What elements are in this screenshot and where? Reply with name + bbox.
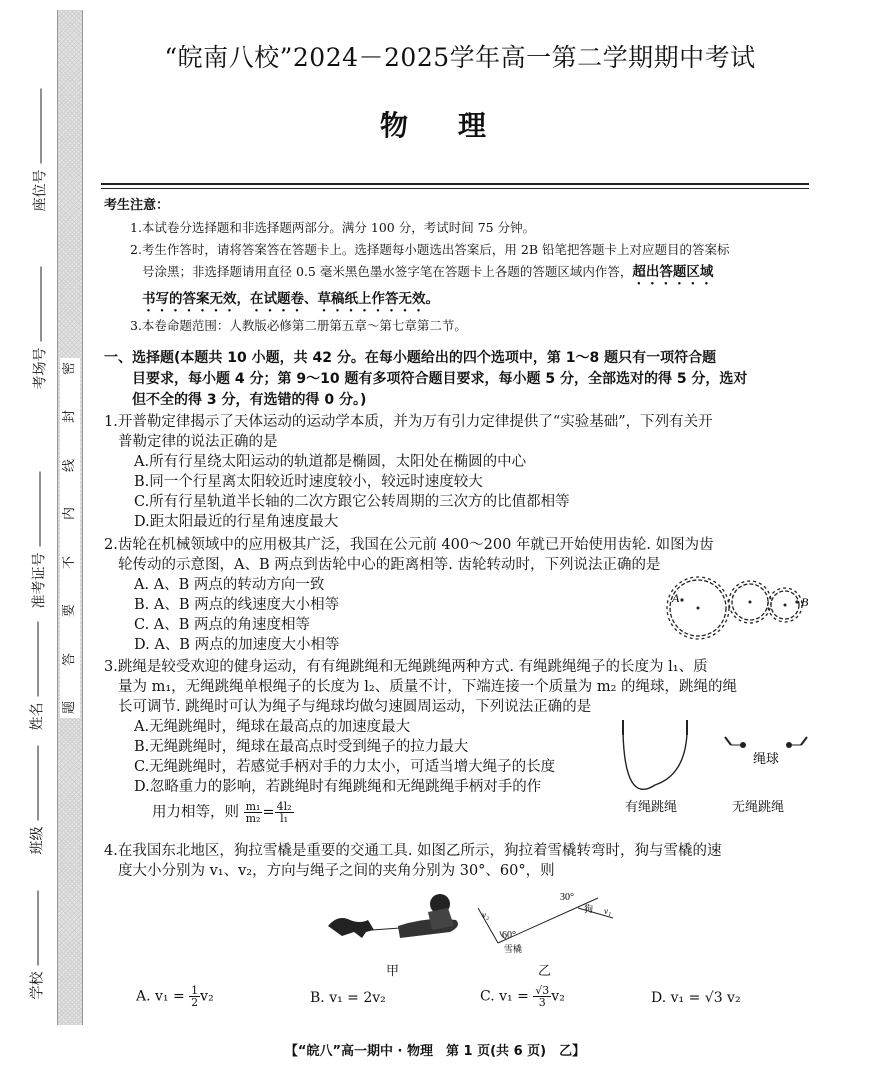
q4-option-b: B. v₁ = 2v₂ bbox=[310, 990, 386, 1006]
q4-option-a: A. v₁ = $\frac{1}{2}$ v₂ bbox=[136, 984, 214, 1009]
exam-room-field[interactable]: 考场号 bbox=[30, 267, 50, 390]
seal-char: 不 bbox=[62, 555, 78, 569]
notice-item: 号涂黑；非选择题请用直径 0.5 毫米黑色墨水签字笔在答题卡上各题的答题区域内作答， bbox=[142, 264, 633, 279]
seat-number-field[interactable]: 座位号 bbox=[30, 89, 50, 212]
admission-ticket-field[interactable]: 准考证号 bbox=[29, 472, 49, 609]
option-a: A.所有行星绕太阳运动的轨道都是椭圆，太阳处在椭圆的中心 bbox=[134, 454, 527, 470]
option-b: B.无绳跳绳时，绳球在最高点时受到绳子的拉力最大 bbox=[134, 739, 469, 755]
exam-title: “皖南八校”2024－2025学年高一第二学期期中考试 bbox=[164, 43, 756, 72]
option-c: C.所有行星轨道半长轴的二次方跟它公转周期的三次方的比值都相等 bbox=[134, 494, 570, 510]
seal-char: 要 bbox=[62, 604, 78, 618]
figure-yi-caption: 乙 bbox=[538, 964, 552, 979]
dog-label: 狗 bbox=[584, 905, 594, 915]
question-3: 3.跳绳是较受欢迎的健身运动，有有绳跳绳和无绳跳绳两种方式. 有绳跳绳绳子的长度为 l₁、质 量为 m₁，无绳跳绳单根绳子的长度为 l₂、质量不计，下端连接一个质量为 m₂ 的绳球，跳绳的绳 长可调节. 跳绳时可认为绳子与绳球均做匀速圆周运动，下列说法正确的是 A.无绳跳绳时，绳球在最高点的加速度最大 B.无绳跳绳时，绳球在最高点时受到绳子的拉力最大 C.无绳跳绳时，若感觉手柄对手的力太小，可适当增大绳子的长度 D.忽略重力的影响，若跳绳时有绳跳绳和无绳跳绳手柄对手的作 用力相等，则 $\frac{\text{m₁}}{\text{m₂}}$ = $\frac{\text{4l₂}}{\text{l₁}}$ bbox=[104, 657, 814, 824]
option-d: D.距太阳最近的行星角速度最大 bbox=[134, 514, 339, 530]
question-2: 2.齿轮在机械领域中的应用极其广泛，我国在公元前 400～200 年就已开始使用齿轮. 如图为齿 轮传动的示意图，A、B 两点到齿轮中心的距离相等. 齿轮转动时，下列说法正确的是 A. A、B 两点的转动方向一致 B. A、B 两点的线速度大小相等 C. A、B 两点的角速度相等 D. A、B 两点的加速度大小相等 bbox=[104, 535, 814, 655]
candidate-notice bbox=[104, 195, 809, 337]
class-field[interactable]: 班级 bbox=[27, 746, 47, 855]
notice-item: 3.本卷命题范围：人教版必修第二册第五章～第七章第二节。 bbox=[130, 318, 467, 333]
point-b-label: B bbox=[801, 595, 809, 609]
option-d: D.忽略重力的影响，若跳绳时有绳跳绳和无绳跳绳手柄对手的作 bbox=[134, 779, 542, 795]
q4-option-d: D. v₁ = √3 v₂ bbox=[651, 990, 741, 1006]
seal-char: 题 bbox=[62, 700, 78, 714]
velocity-diagram bbox=[478, 888, 618, 956]
caption-with-rope: 有绳跳绳 bbox=[625, 800, 678, 815]
option-a: A. A、B 两点的转动方向一致 bbox=[134, 577, 325, 593]
fraction: $\frac{\text{m₁}}{\text{m₂}}$ bbox=[245, 800, 261, 825]
option-b: B. A、B 两点的线速度大小相等 bbox=[134, 597, 340, 613]
seal-char: 线 bbox=[62, 458, 78, 472]
angle-60-label: 60° bbox=[502, 930, 516, 941]
option-d: D. A、B 两点的加速度大小相等 bbox=[134, 637, 340, 653]
notice-emphasis: 超出答题区域 bbox=[632, 264, 714, 280]
notice-emphasis: 书写的答案无效，在试题卷、草稿纸上作答无效。 bbox=[142, 291, 439, 307]
caption-without-rope: 无绳跳绳 bbox=[732, 800, 785, 815]
rope-ball-label: 绳球 bbox=[753, 752, 780, 767]
gear-figure bbox=[660, 572, 815, 647]
option-a: A.无绳跳绳时，绳球在最高点的加速度最大 bbox=[134, 719, 411, 735]
notice-item: 2.考生作答时，请将答案答在答题卡上。选择题每小题选出答案后，用 2B 铅笔把答题卡上对应题目的答案标 bbox=[130, 242, 730, 257]
question-1: 1.开普勒定律揭示了天体运动的运动学本质，并为万有引力定律提供了“实验基础”，下列有关开 普勒定律的说法正确的是 A.所有行星绕太阳运动的轨道都是椭圆，太阳处在椭圆的中心 B.同一个行星离太阳较近时速度较小，较远时速度较大 C.所有行星轨道半长轴的二次方跟它公转周期的三次方的比值都相等 D.距太阳最近的行星角速度最大 bbox=[104, 412, 814, 532]
seal-line-text bbox=[60, 358, 80, 718]
jump-rope-figure bbox=[615, 715, 815, 795]
school-field[interactable]: 学校 bbox=[27, 891, 47, 1000]
v1-label: v₁ bbox=[604, 906, 612, 916]
notice-heading: 考生注意： bbox=[104, 198, 170, 213]
fraction: $\frac{\text{4l₂}}{\text{l₁}}$ bbox=[276, 800, 292, 825]
sled-label: 雪橇 bbox=[504, 945, 523, 955]
name-field[interactable]: 姓名 bbox=[27, 622, 47, 731]
point-a-label: A bbox=[672, 591, 680, 605]
seal-char: 内 bbox=[62, 507, 78, 521]
option-b: B.同一个行星离太阳较近时速度较小，较远时速度较大 bbox=[134, 474, 483, 490]
section-heading: 一、选择题(本题共 10 小题，共 42 分。在每小题给出的四个选项中，第 1～8 题只有一项符合题 目要求，每小题 4 分；第 9～10 题有多项符合题目要求，每小题 5 分，全部选对的得 5 分，选对 但不全的得 3 分，有选错的得 0 分。) bbox=[104, 350, 748, 408]
v2-label: v₂ bbox=[482, 910, 490, 920]
option-c: C.无绳跳绳时，若感觉手柄对手的力太小，可适当增大绳子的长度 bbox=[134, 759, 556, 775]
dog-sled-illustration bbox=[320, 886, 480, 951]
question-4: 4.在我国东北地区，狗拉雪橇是重要的交通工具. 如图乙所示，狗拉着雪橇转弯时，狗与雪橇的速 度大小分别为 v₁、v₂，方向与绳子之间的夹角分别为 30°、60°，则 bbox=[104, 843, 722, 879]
figure-jia-caption: 甲 bbox=[386, 964, 400, 979]
seal-char: 答 bbox=[62, 652, 78, 666]
notice-item: 1.本试卷分选择题和非选择题两部分。满分 100 分，考试时间 75 分钟。 bbox=[130, 220, 536, 235]
option-c: C. A、B 两点的角速度相等 bbox=[134, 617, 311, 633]
seal-char: 封 bbox=[62, 410, 78, 424]
seal-char: 密 bbox=[62, 361, 78, 376]
q4-option-c: C. v₁ = $\frac{√3}{3}$ v₂ bbox=[480, 984, 565, 1009]
divider bbox=[101, 183, 809, 185]
divider bbox=[101, 188, 809, 189]
page-footer: 【“皖八”高一期中 · 物理 第 1 页(共 6 页) 乙】 bbox=[284, 1044, 586, 1059]
subject-title: 物理 bbox=[380, 109, 537, 142]
angle-30-label: 30° bbox=[560, 892, 574, 903]
